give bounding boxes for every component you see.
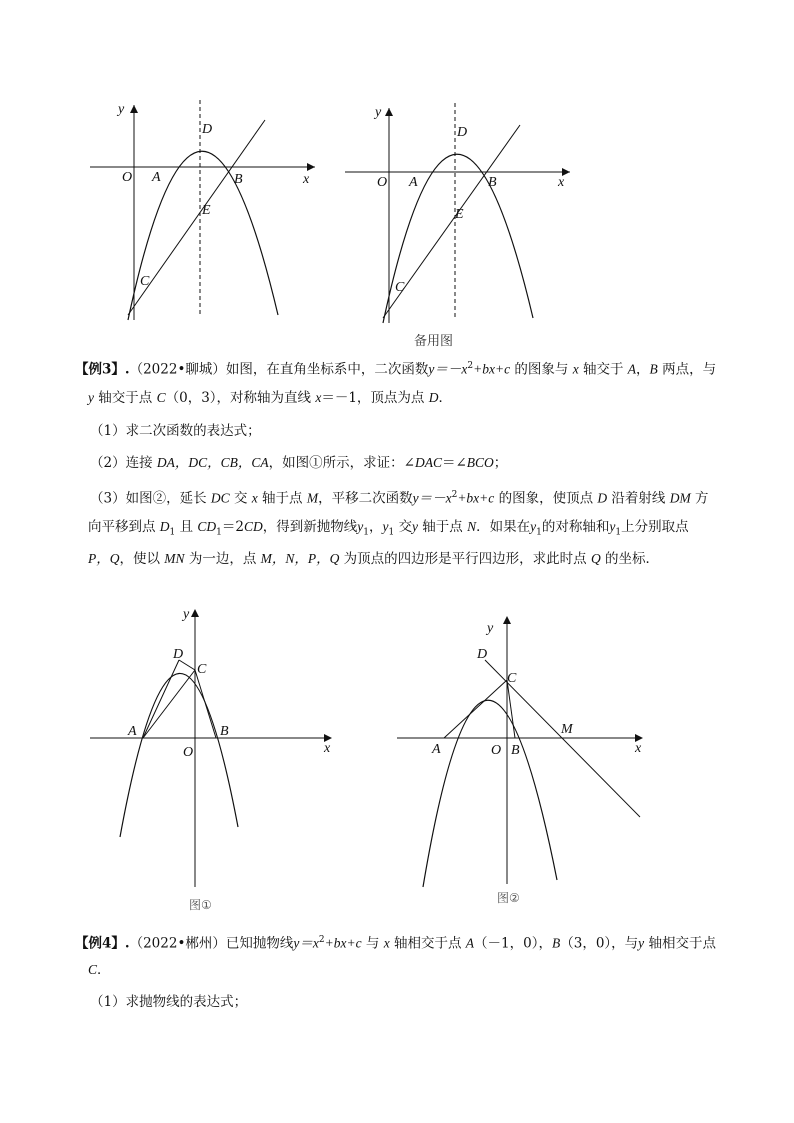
label-e: E [455,207,464,222]
ex4-q1: （1）求抛物线的表达式； [90,994,248,1010]
label-c: C [507,671,517,686]
label-a: A [409,175,418,190]
label-b: B [220,724,229,739]
parabola [128,151,278,320]
label-x: x [635,741,642,756]
label-c: C [197,662,207,677]
ex3-q2: （2）连接 DA，DC，CB，CA，如图①所示，求证：∠DAC＝∠BCO； [90,455,508,471]
label-c: C [395,280,405,295]
label-x: x [303,172,310,187]
label-d: D [173,647,184,662]
label-y: y [118,102,125,117]
segment-ac [444,680,507,738]
label-m: M [561,722,573,737]
ex4-tag: 【例4】. [75,935,130,952]
parabola [423,700,557,887]
ex3-line2: y 轴交于点 C（0，3），对称轴为直线 x＝－1，顶点为点 D． [88,390,452,406]
figure-top-right [345,98,585,328]
figure-1 [88,605,348,895]
label-x: x [324,741,331,756]
label-b: B [511,743,520,758]
label-o: O [491,743,502,758]
label-y: y [375,105,382,120]
figure-caption-backup: 备用图 [414,334,454,349]
segment-cb [195,670,216,738]
label-y: y [183,607,190,622]
label-o: O [377,175,388,190]
y-axis-arrow [385,108,393,116]
ex3-line1: 【例3】.（2022•聊城）如图，在直角坐标系中，二次函数$y=-x^2+bx+c$ 的图象与 x 轴交于 A，B 两点，与 [75,361,717,378]
ex3-tag: 【例3】. [75,361,130,378]
figure-top-left [90,95,330,325]
label-x: x [558,175,565,190]
label-a: A [432,742,441,757]
x-axis-arrow [307,163,315,171]
segment-da [143,660,179,738]
ex3-q3-line1: （3）如图②，延长 DC 交 x 轴于点 M，平移二次函数$y=-x^2+bx+c$ 的图象，使顶点 D 沿着射线 DM 方 [90,490,709,507]
parabola [383,154,533,323]
ex4-line1: 【例4】.（2022•郴州）已知抛物线$y=x^2+bx+c$ 与 x 轴相交于点 A（－1，0），B（3，0），与y 轴相交于点 [75,935,716,952]
y-axis-arrow [130,105,138,113]
label-b: B [488,175,497,190]
y-axis-arrow [191,609,199,617]
figure-2-svg [395,612,655,892]
y-axis-arrow [503,616,511,624]
ex3-q1: （1）求二次函数的表达式； [90,423,261,439]
ex3-q3-line3: P，Q，使以 MN 为一边，点 M，N，P，Q 为顶点的四边形是平行四边形，求此时点 Q 的坐标． [88,551,660,567]
label-c: C [140,274,150,289]
label-d: D [202,122,213,137]
figure-1-caption: 图① [189,898,212,912]
label-o: O [183,745,194,760]
label-d: D [477,647,488,662]
label-e: E [202,203,211,218]
label-a: A [128,724,137,739]
label-y: y [487,621,494,636]
figure-1-svg [88,605,348,895]
segment-ca [143,670,195,738]
figure-top-right-svg [345,98,585,328]
ex3-q3-line2: 向平移到点 $D_1$ 且 $CD_1=2CD$，得到新抛物线$y_1$，$y_1$ 交y 轴于点 N．如果在$y_1$的对称轴和$y_1$上分别取点 [88,519,689,538]
parabola [120,673,238,837]
label-b: B [234,172,243,187]
ex4-line2: C． [88,962,111,978]
label-o: O [122,170,133,185]
label-d: D [457,125,468,140]
figure-2-caption: 图② [497,891,520,905]
figure-top-left-svg [90,95,330,325]
label-a: A [152,170,161,185]
figure-2 [395,612,655,892]
